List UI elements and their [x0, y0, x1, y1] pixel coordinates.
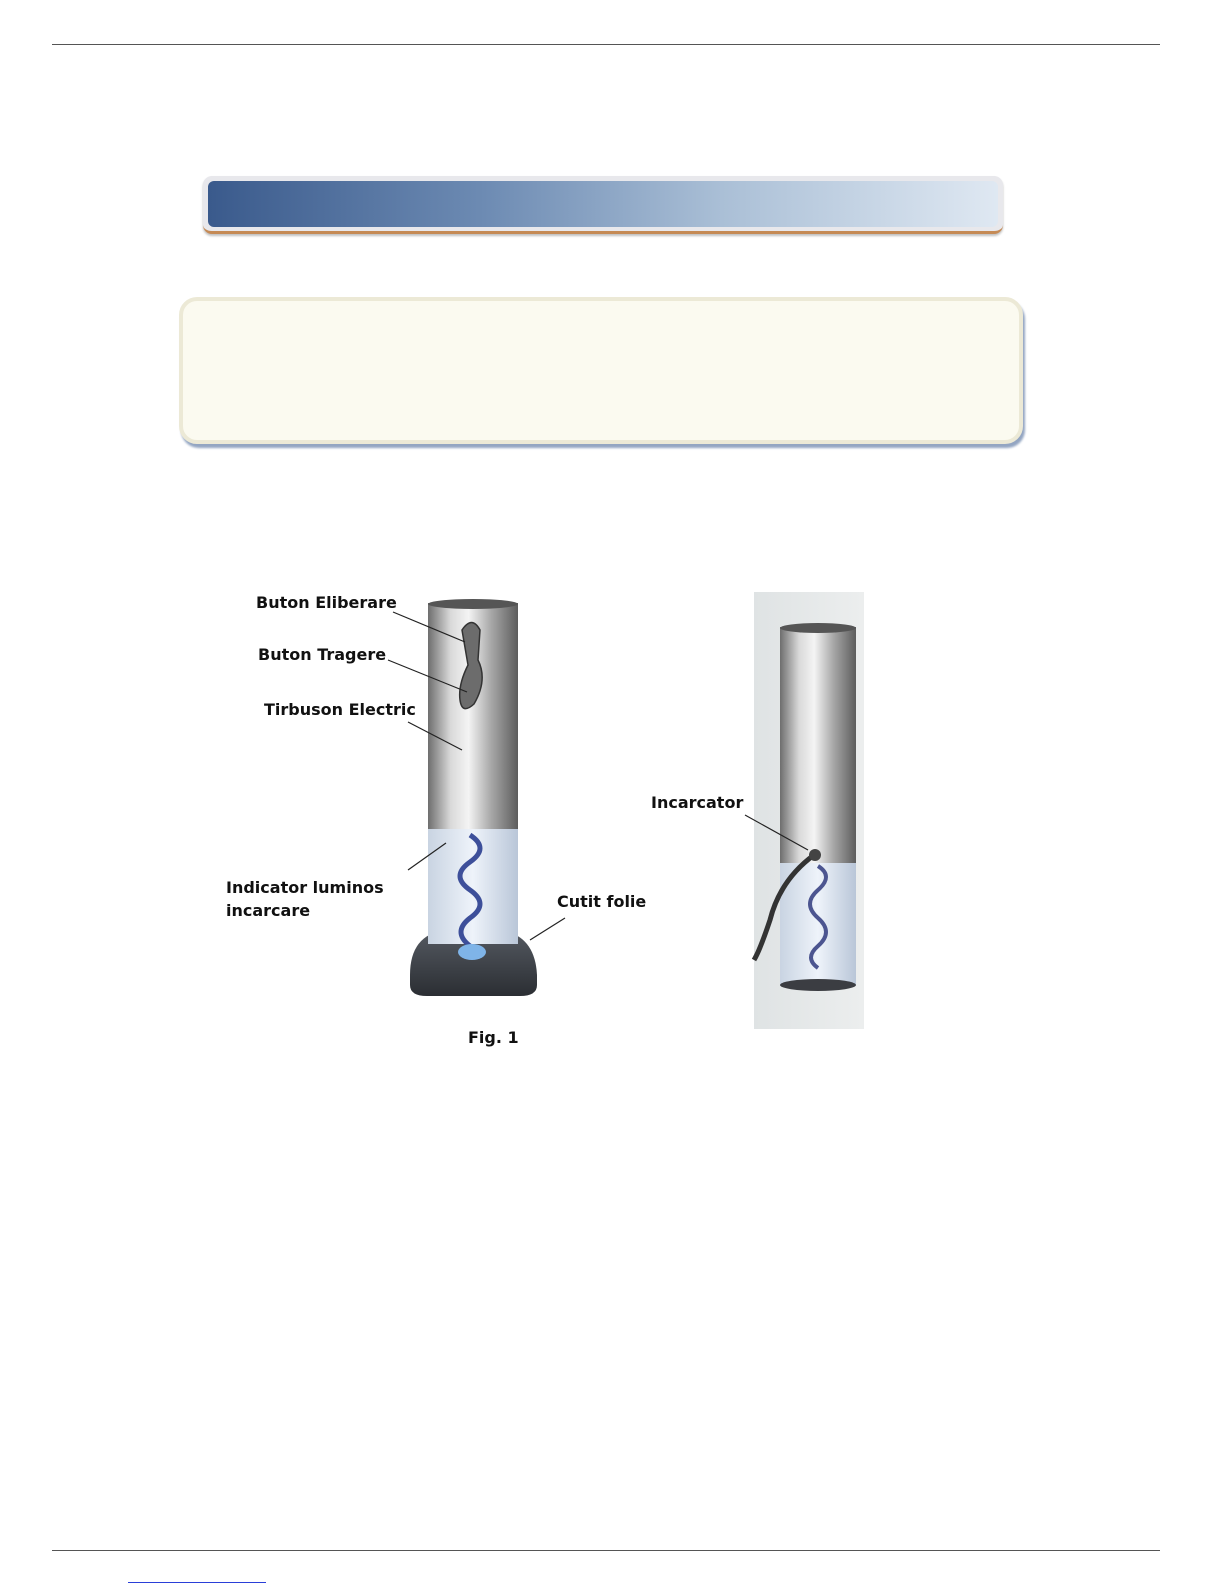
charger-photo: [745, 592, 864, 1029]
figure-caption: Fig. 1: [468, 1028, 519, 1047]
glass-chamber: [428, 826, 518, 944]
label-foil-cutter: Cutit folie: [557, 892, 647, 911]
label-charger: Incarcator: [651, 793, 744, 812]
top-cap: [428, 599, 518, 609]
label-electric-corkscrew: Tirbuson Electric: [264, 700, 416, 719]
light-indicator: [458, 944, 486, 960]
footer-rule: [52, 1550, 1160, 1551]
label-charge-indicator-line2: incarcare: [226, 901, 311, 920]
label-pull-button: Buton Tragere: [258, 645, 387, 664]
corkscrew-device: [410, 599, 537, 996]
label-charge-indicator-line1: Indicator luminos: [226, 878, 384, 897]
footer-link-underline[interactable]: [128, 1582, 266, 1583]
label-release-button: Buton Eliberare: [256, 593, 397, 612]
steel-body-2: [780, 627, 856, 863]
